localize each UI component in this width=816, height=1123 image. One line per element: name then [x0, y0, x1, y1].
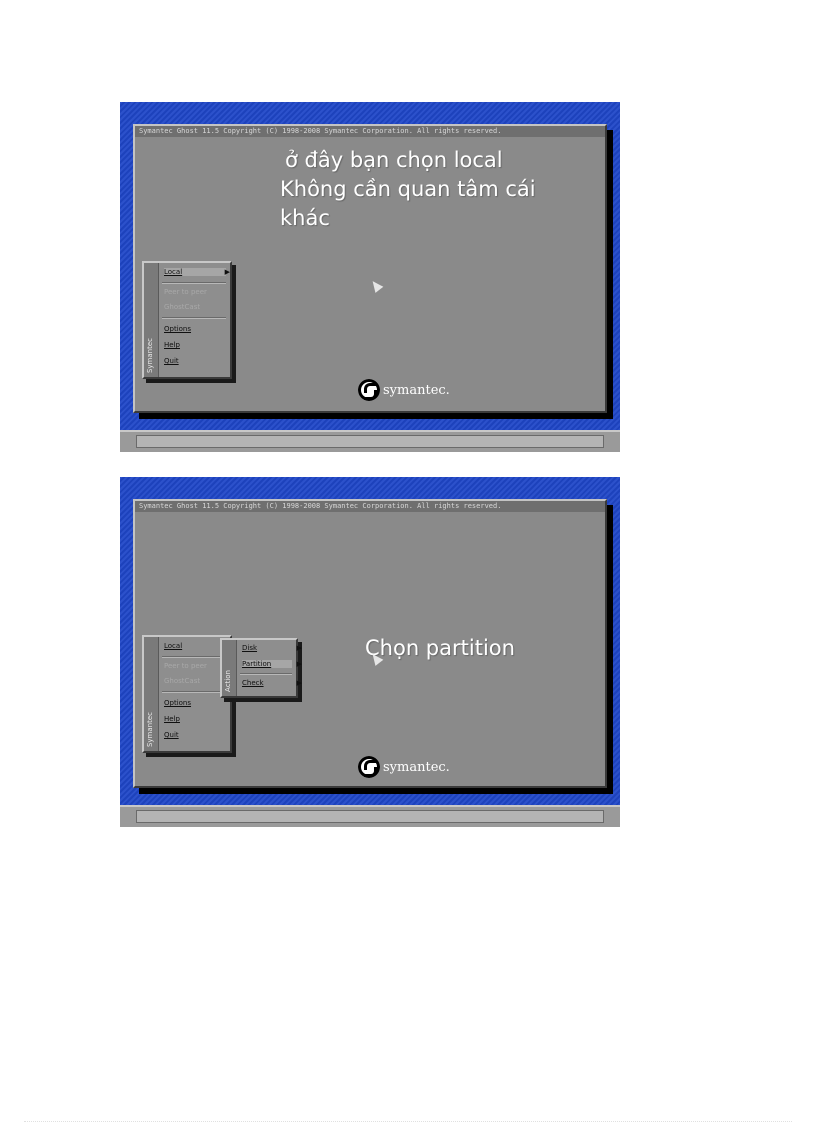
submenu-side-strip	[222, 640, 237, 696]
ghost-screenshot-partition	[120, 477, 620, 827]
menu-divider	[162, 656, 226, 658]
submenu-divider	[240, 673, 292, 675]
submenu-item-label: Partition	[242, 660, 272, 668]
submenu-item-disk[interactable]	[242, 644, 302, 652]
menu-side-label: Symantec	[146, 337, 154, 373]
status-bar	[120, 805, 620, 827]
submenu-arrow-icon: ▶	[296, 644, 302, 652]
symantec-mark-icon	[358, 756, 380, 778]
menu-item-label: Options	[164, 699, 192, 707]
menu-divider	[162, 691, 226, 693]
submenu-arrow-icon: ▶	[224, 268, 230, 276]
annotation-line-2: Không cần quan tâm cái	[280, 177, 536, 201]
menu-item-options[interactable]	[164, 325, 191, 333]
ghost-screenshot-local	[120, 102, 620, 452]
menu-item-label: Options	[164, 325, 192, 333]
menu-item-help[interactable]	[164, 341, 180, 349]
menu-side-label: Symantec	[146, 711, 154, 747]
mouse-cursor-icon	[369, 278, 384, 293]
main-menu	[142, 635, 232, 753]
status-bar-field	[136, 810, 604, 823]
menu-item-label: Help	[164, 341, 180, 349]
status-bar-field	[136, 435, 604, 448]
menu-item-label: Local	[164, 268, 183, 276]
menu-item-local[interactable]	[164, 642, 182, 650]
menu-side-strip	[144, 263, 159, 377]
menu-item-label: Quit	[164, 731, 179, 739]
menu-item-peer-to-peer[interactable]: Peer to peer	[164, 662, 207, 670]
menu-item-label: Local	[164, 642, 183, 650]
annotation-text: Chọn partition	[365, 636, 515, 660]
submenu-item-check[interactable]	[242, 679, 302, 687]
title-bar: Symantec Ghost 11.5 Copyright (C) 1998-2008 Symantec Corporation. All rights reserved.	[135, 501, 605, 512]
menu-item-label: Help	[164, 715, 180, 723]
ghost-main-panel	[133, 499, 607, 788]
menu-item-options[interactable]	[164, 699, 191, 707]
menu-item-peer-to-peer[interactable]: Peer to peer	[164, 288, 207, 296]
menu-item-quit[interactable]	[164, 731, 179, 739]
menu-item-quit[interactable]	[164, 357, 179, 365]
submenu-arrow-icon: ▶	[296, 660, 302, 668]
submenu-item-label: Check	[242, 679, 264, 687]
annotation-line-1: ở đây bạn chọn local	[285, 148, 503, 172]
action-submenu	[220, 638, 302, 698]
symantec-logo	[358, 379, 450, 401]
symantec-mark-icon	[358, 379, 380, 401]
logo-wordmark: symantec.	[383, 759, 450, 775]
menu-item-ghostcast[interactable]: GhostCast	[164, 677, 201, 685]
submenu-item-label: Disk	[242, 644, 258, 652]
menu-side-strip	[144, 637, 159, 751]
menu-item-ghostcast[interactable]: GhostCast	[164, 303, 201, 311]
logo-wordmark: symantec.	[383, 382, 450, 398]
menu-item-help[interactable]	[164, 715, 180, 723]
submenu-side-label: Action	[224, 670, 232, 692]
symantec-logo	[358, 756, 450, 778]
menu-item-local[interactable]	[164, 268, 230, 276]
submenu-arrow-icon: ▶	[296, 679, 302, 687]
menu-divider	[162, 317, 226, 319]
submenu-item-partition[interactable]	[242, 660, 302, 668]
page-divider	[24, 1121, 792, 1122]
status-bar	[120, 430, 620, 452]
annotation-line-3: khác	[280, 206, 330, 230]
title-bar: Symantec Ghost 11.5 Copyright (C) 1998-2008 Symantec Corporation. All rights reserved.	[135, 126, 605, 137]
menu-divider	[162, 282, 226, 284]
ghost-main-panel	[133, 124, 607, 413]
main-menu	[142, 261, 232, 379]
menu-item-label: Quit	[164, 357, 179, 365]
